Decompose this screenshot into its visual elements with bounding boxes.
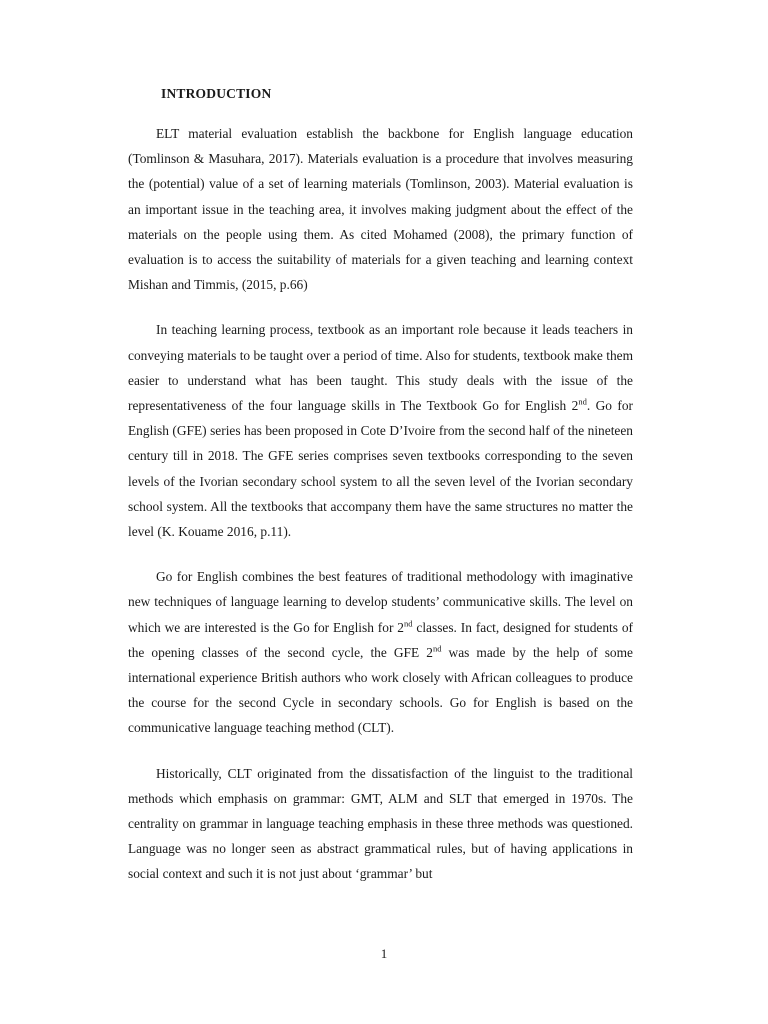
ordinal-superscript: nd <box>432 643 442 654</box>
paragraph-2 <box>128 317 633 544</box>
paragraph-4 <box>128 761 633 887</box>
section-heading: INTRODUCTION <box>161 86 272 101</box>
paragraph-1-text: ELT material evaluation establish the backbone for English language education (Tomlinson & Masuhara, 2017). Materials evaluation is a procedure that involves measuring the (potential) value of a set of learning materials (Tomlinson, 2003). Material evaluation is an important issue in the teaching area, it involves making judgment about the effect of the materials on the people using them. As cited Mohamed (2008), the primary function of evaluation is to access the suitability of materials for a given teaching and learning context Mishan and Timmis, (2015, p.66) <box>128 126 633 293</box>
ordinal-superscript: nd <box>578 396 587 407</box>
paragraph-3-text-after: was made by the help of some international experience British authors who work closely with African colleagues to produce the course for the second Cycle in secondary schools. Go for English is based on the communicative language teaching method (CLT). <box>128 644 633 736</box>
ordinal-superscript: nd <box>404 618 413 629</box>
paragraph-3-text-middle: classes. In fact, designed for students of the opening classes of the second cycle, the GFE 2 <box>128 619 633 660</box>
body-text <box>128 121 633 907</box>
paragraph-3 <box>128 564 633 740</box>
paragraph-1 <box>128 121 633 297</box>
page-number: 1 <box>380 946 388 961</box>
paragraph-4-text: Historically, CLT originated from the dissatisfaction of the linguist to the traditional methods which emphasis on grammar: GMT, ALM and SLT that emerged in 1970s. The centrality on grammar in language teaching emphasis in these three methods was questioned. Language was no longer seen as abstract grammatical rules, but of having applications in social context and such it is not just about ‘grammar’ but <box>128 765 633 882</box>
paragraph-3-text-before: Go for English combines the best features of traditional methodology with imaginative new techniques of language learning to develop students’ communicative skills. The level on which we are interested is the Go for English for 2 <box>128 569 633 635</box>
paragraph-2-text-before: In teaching learning process, textbook as an important role because it leads teachers in conveying materials to be taught over a period of time. Also for students, textbook make them easier to understand what has been taught. This study deals with the issue of the representativeness of the four language skills in The Textbook Go for English 2 <box>128 322 633 414</box>
paragraph-2-text-after: . Go for English (GFE) series has been proposed in Cote D’Ivoire from the second half of the nineteen century till in 2018. The GFE series comprises seven textbooks corresponding to the seven levels of the Ivorian secondary school system to all the seven level of the Ivorian secondary school system. All the textbooks that accompany them have the same structures no matter the level (K. Kouame 2016, p.11). <box>128 398 633 540</box>
